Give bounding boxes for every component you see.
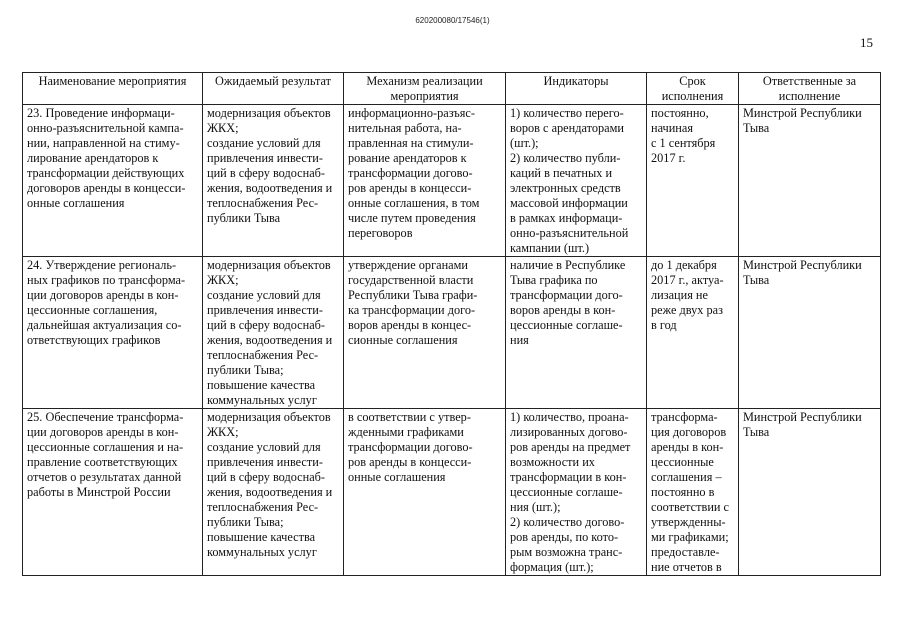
cell-responsible bbox=[739, 257, 881, 409]
cell-line: ния bbox=[510, 333, 529, 347]
cell-line: цессионные соглаше- bbox=[510, 485, 623, 499]
col-header-mechanism: Механизм реализации мероприятия bbox=[344, 73, 506, 105]
cell-indicators bbox=[506, 105, 647, 257]
cell-line: рование арендаторов к bbox=[348, 151, 467, 165]
cell-line: публики Тыва bbox=[207, 211, 281, 225]
cell-line: создание условий для bbox=[207, 288, 321, 302]
cell-line: работы в Минстрой России bbox=[27, 485, 171, 499]
cell-event-name bbox=[23, 409, 203, 576]
events-table bbox=[22, 72, 881, 576]
cell-deadline bbox=[647, 257, 739, 409]
cell-line: онно-разъяснительной кампа- bbox=[27, 121, 184, 135]
page-number: 15 bbox=[860, 35, 873, 50]
cell-line: возможности их bbox=[510, 455, 595, 469]
cell-line: нии, направленной на стиму- bbox=[27, 136, 180, 150]
cell-line: Тыва bbox=[743, 121, 770, 135]
cell-line: (шт.); bbox=[510, 136, 539, 150]
cell-line: привлечения инвести- bbox=[207, 303, 323, 317]
cell-line: онные соглашения bbox=[348, 470, 446, 484]
cell-line: онно-разъяснительной bbox=[510, 226, 629, 240]
cell-mechanism bbox=[344, 105, 506, 257]
cell-line: сионные соглашения bbox=[348, 333, 458, 347]
cell-responsible bbox=[739, 105, 881, 257]
cell-line: жения, водоотведения и bbox=[207, 333, 333, 347]
cell-line: Минстрой Республики bbox=[743, 410, 862, 424]
cell-line: ция договоров bbox=[651, 425, 727, 439]
cell-line: в рамках информаци- bbox=[510, 211, 623, 225]
cell-line: кампании (шт.) bbox=[510, 241, 590, 255]
cell-line: ции договоров аренды в кон- bbox=[27, 425, 179, 439]
cell-line: привлечения инвести- bbox=[207, 455, 323, 469]
cell-line: аренды в кон- bbox=[651, 440, 724, 454]
cell-line: утвержденны- bbox=[651, 515, 726, 529]
cell-line: до 1 декабря bbox=[651, 258, 717, 272]
cell-line: лирование арендаторов к bbox=[27, 151, 159, 165]
cell-line: ции договоров аренды в кон- bbox=[27, 288, 179, 302]
cell-line: привлечения инвести- bbox=[207, 151, 323, 165]
cell-line: соответствии с bbox=[651, 500, 730, 514]
cell-line: теплоснабжения Рес- bbox=[207, 348, 319, 362]
cell-line: реже двух раз bbox=[651, 303, 723, 317]
col-header-indicators: Индикаторы bbox=[506, 73, 647, 105]
cell-line: ров аренды на предмет bbox=[510, 440, 631, 454]
document-code: 620200080/17546(1) bbox=[415, 16, 490, 25]
cell-line: 2017 г., актуа- bbox=[651, 273, 724, 287]
cell-line: с 1 сентября bbox=[651, 136, 716, 150]
cell-indicators bbox=[506, 257, 647, 409]
cell-line: создание условий для bbox=[207, 136, 321, 150]
cell-line: цессионные соглаше- bbox=[510, 318, 623, 332]
cell-line: трансформации действующих bbox=[27, 166, 185, 180]
cell-line: государственной власти bbox=[348, 273, 474, 287]
cell-line: электронных средств bbox=[510, 181, 621, 195]
cell-line: создание условий для bbox=[207, 440, 321, 454]
cell-line: теплоснабжения Рес- bbox=[207, 500, 319, 514]
cell-line: коммунальных услуг bbox=[207, 545, 317, 559]
cell-line: публики Тыва; bbox=[207, 515, 284, 529]
cell-line: модернизация объектов bbox=[207, 258, 331, 272]
cell-line: повышение качества bbox=[207, 530, 316, 544]
cell-line: нительная работа, на- bbox=[348, 121, 462, 135]
cell-line: формация (шт.); bbox=[510, 560, 594, 574]
table-row bbox=[23, 409, 881, 576]
cell-line: соглашения – bbox=[651, 470, 722, 484]
cell-line: ответствующих графиков bbox=[27, 333, 161, 347]
cell-deadline bbox=[647, 105, 739, 257]
cell-line: цессионные соглашения, bbox=[27, 303, 158, 317]
cell-line: предоставле- bbox=[651, 545, 720, 559]
table-row bbox=[23, 105, 881, 257]
cell-indicators bbox=[506, 409, 647, 576]
cell-line: воров аренды в концес- bbox=[348, 318, 472, 332]
cell-line: договоров аренды в концесси- bbox=[27, 181, 186, 195]
cell-line: 23. Проведение информаци- bbox=[27, 106, 175, 120]
cell-line: ЖКХ; bbox=[207, 273, 239, 287]
cell-line: наличие в Республике bbox=[510, 258, 626, 272]
cell-line: цессионные bbox=[651, 455, 714, 469]
cell-responsible bbox=[739, 409, 881, 576]
cell-line: Тыва bbox=[743, 425, 770, 439]
cell-line: рым возможна транс- bbox=[510, 545, 623, 559]
cell-line: ЖКХ; bbox=[207, 425, 239, 439]
col-header-deadline: Срок исполнения bbox=[647, 73, 739, 105]
cell-line: онные соглашения bbox=[27, 196, 125, 210]
cell-line: Тыва графика по bbox=[510, 273, 598, 287]
cell-line: Тыва bbox=[743, 273, 770, 287]
cell-line: Минстрой Республики bbox=[743, 258, 862, 272]
cell-line: 24. Утверждение региональ- bbox=[27, 258, 177, 272]
cell-event-name bbox=[23, 257, 203, 409]
cell-line: ка трансформации дого- bbox=[348, 303, 476, 317]
cell-line: ров аренды, по кото- bbox=[510, 530, 619, 544]
cell-line: трансформа- bbox=[651, 410, 718, 424]
cell-line: жения, водоотведения и bbox=[207, 181, 333, 195]
cell-line: жения, водоотведения и bbox=[207, 485, 333, 499]
cell-line: Республики Тыва графи- bbox=[348, 288, 478, 302]
cell-mechanism bbox=[344, 257, 506, 409]
cell-line: лизация не bbox=[651, 288, 708, 302]
cell-line: жденными графиками bbox=[348, 425, 464, 439]
cell-line: ций в сферу водоснаб- bbox=[207, 166, 326, 180]
cell-expected-result bbox=[203, 409, 344, 576]
cell-line: онные соглашения, в том bbox=[348, 196, 480, 210]
cell-line: 2017 г. bbox=[651, 151, 686, 165]
cell-line: начиная bbox=[651, 121, 694, 135]
cell-line: переговоров bbox=[348, 226, 413, 240]
table-header-row bbox=[23, 73, 881, 105]
cell-line: числе путем проведения bbox=[348, 211, 476, 225]
cell-line: постоянно, bbox=[651, 106, 709, 120]
cell-line: ров аренды в концесси- bbox=[348, 455, 472, 469]
cell-line: ных графиков по трансформа- bbox=[27, 273, 186, 287]
cell-line: публики Тыва; bbox=[207, 363, 284, 377]
cell-line: информационно-разъяс- bbox=[348, 106, 475, 120]
table-row bbox=[23, 257, 881, 409]
col-header-responsible: Ответственные за исполнение bbox=[739, 73, 881, 105]
cell-line: дальнейшая актуализация со- bbox=[27, 318, 182, 332]
cell-line: 2) количество публи- bbox=[510, 151, 621, 165]
cell-line: цессионные соглашения и на- bbox=[27, 440, 184, 454]
cell-line: трансформации догово- bbox=[348, 440, 473, 454]
cell-line: правленная на стимули- bbox=[348, 136, 474, 150]
cell-line: утверждение органами bbox=[348, 258, 468, 272]
cell-expected-result bbox=[203, 257, 344, 409]
cell-line: 1) количество перего- bbox=[510, 106, 624, 120]
cell-event-name bbox=[23, 105, 203, 257]
cell-line: отчетов о результатах данной bbox=[27, 470, 182, 484]
cell-line: массовой информации bbox=[510, 196, 628, 210]
cell-line: ций в сферу водоснаб- bbox=[207, 470, 326, 484]
cell-line: Минстрой Республики bbox=[743, 106, 862, 120]
cell-line: каций в печатных и bbox=[510, 166, 613, 180]
cell-expected-result bbox=[203, 105, 344, 257]
cell-line: правление соответствующих bbox=[27, 455, 178, 469]
cell-deadline bbox=[647, 409, 739, 576]
cell-line: лизированных догово- bbox=[510, 425, 628, 439]
cell-line: ций в сферу водоснаб- bbox=[207, 318, 326, 332]
cell-line: 25. Обеспечение трансформа- bbox=[27, 410, 184, 424]
cell-line: в год bbox=[651, 318, 677, 332]
cell-line: ЖКХ; bbox=[207, 121, 239, 135]
cell-line: модернизация объектов bbox=[207, 106, 331, 120]
col-header-expected-result: Ожидаемый результат bbox=[203, 73, 344, 105]
cell-line: трансформации в кон- bbox=[510, 470, 627, 484]
cell-line: теплоснабжения Рес- bbox=[207, 196, 319, 210]
cell-line: трансформации догово- bbox=[348, 166, 473, 180]
cell-line: ров аренды в концесси- bbox=[348, 181, 472, 195]
cell-line: воров с арендаторами bbox=[510, 121, 624, 135]
cell-line: трансформации дого- bbox=[510, 288, 623, 302]
cell-line: ние отчетов в bbox=[651, 560, 722, 574]
cell-line: ния (шт.); bbox=[510, 500, 561, 514]
cell-line: ми графиками; bbox=[651, 530, 729, 544]
col-header-event-name: Наименование мероприятия bbox=[23, 73, 203, 105]
cell-line: коммунальных услуг bbox=[207, 393, 317, 407]
cell-line: в соответствии с утвер- bbox=[348, 410, 471, 424]
cell-line: повышение качества bbox=[207, 378, 316, 392]
cell-mechanism bbox=[344, 409, 506, 576]
cell-line: воров аренды в кон- bbox=[510, 303, 616, 317]
cell-line: 1) количество, проана- bbox=[510, 410, 629, 424]
cell-line: постоянно в bbox=[651, 485, 715, 499]
cell-line: модернизация объектов bbox=[207, 410, 331, 424]
cell-line: 2) количество догово- bbox=[510, 515, 625, 529]
